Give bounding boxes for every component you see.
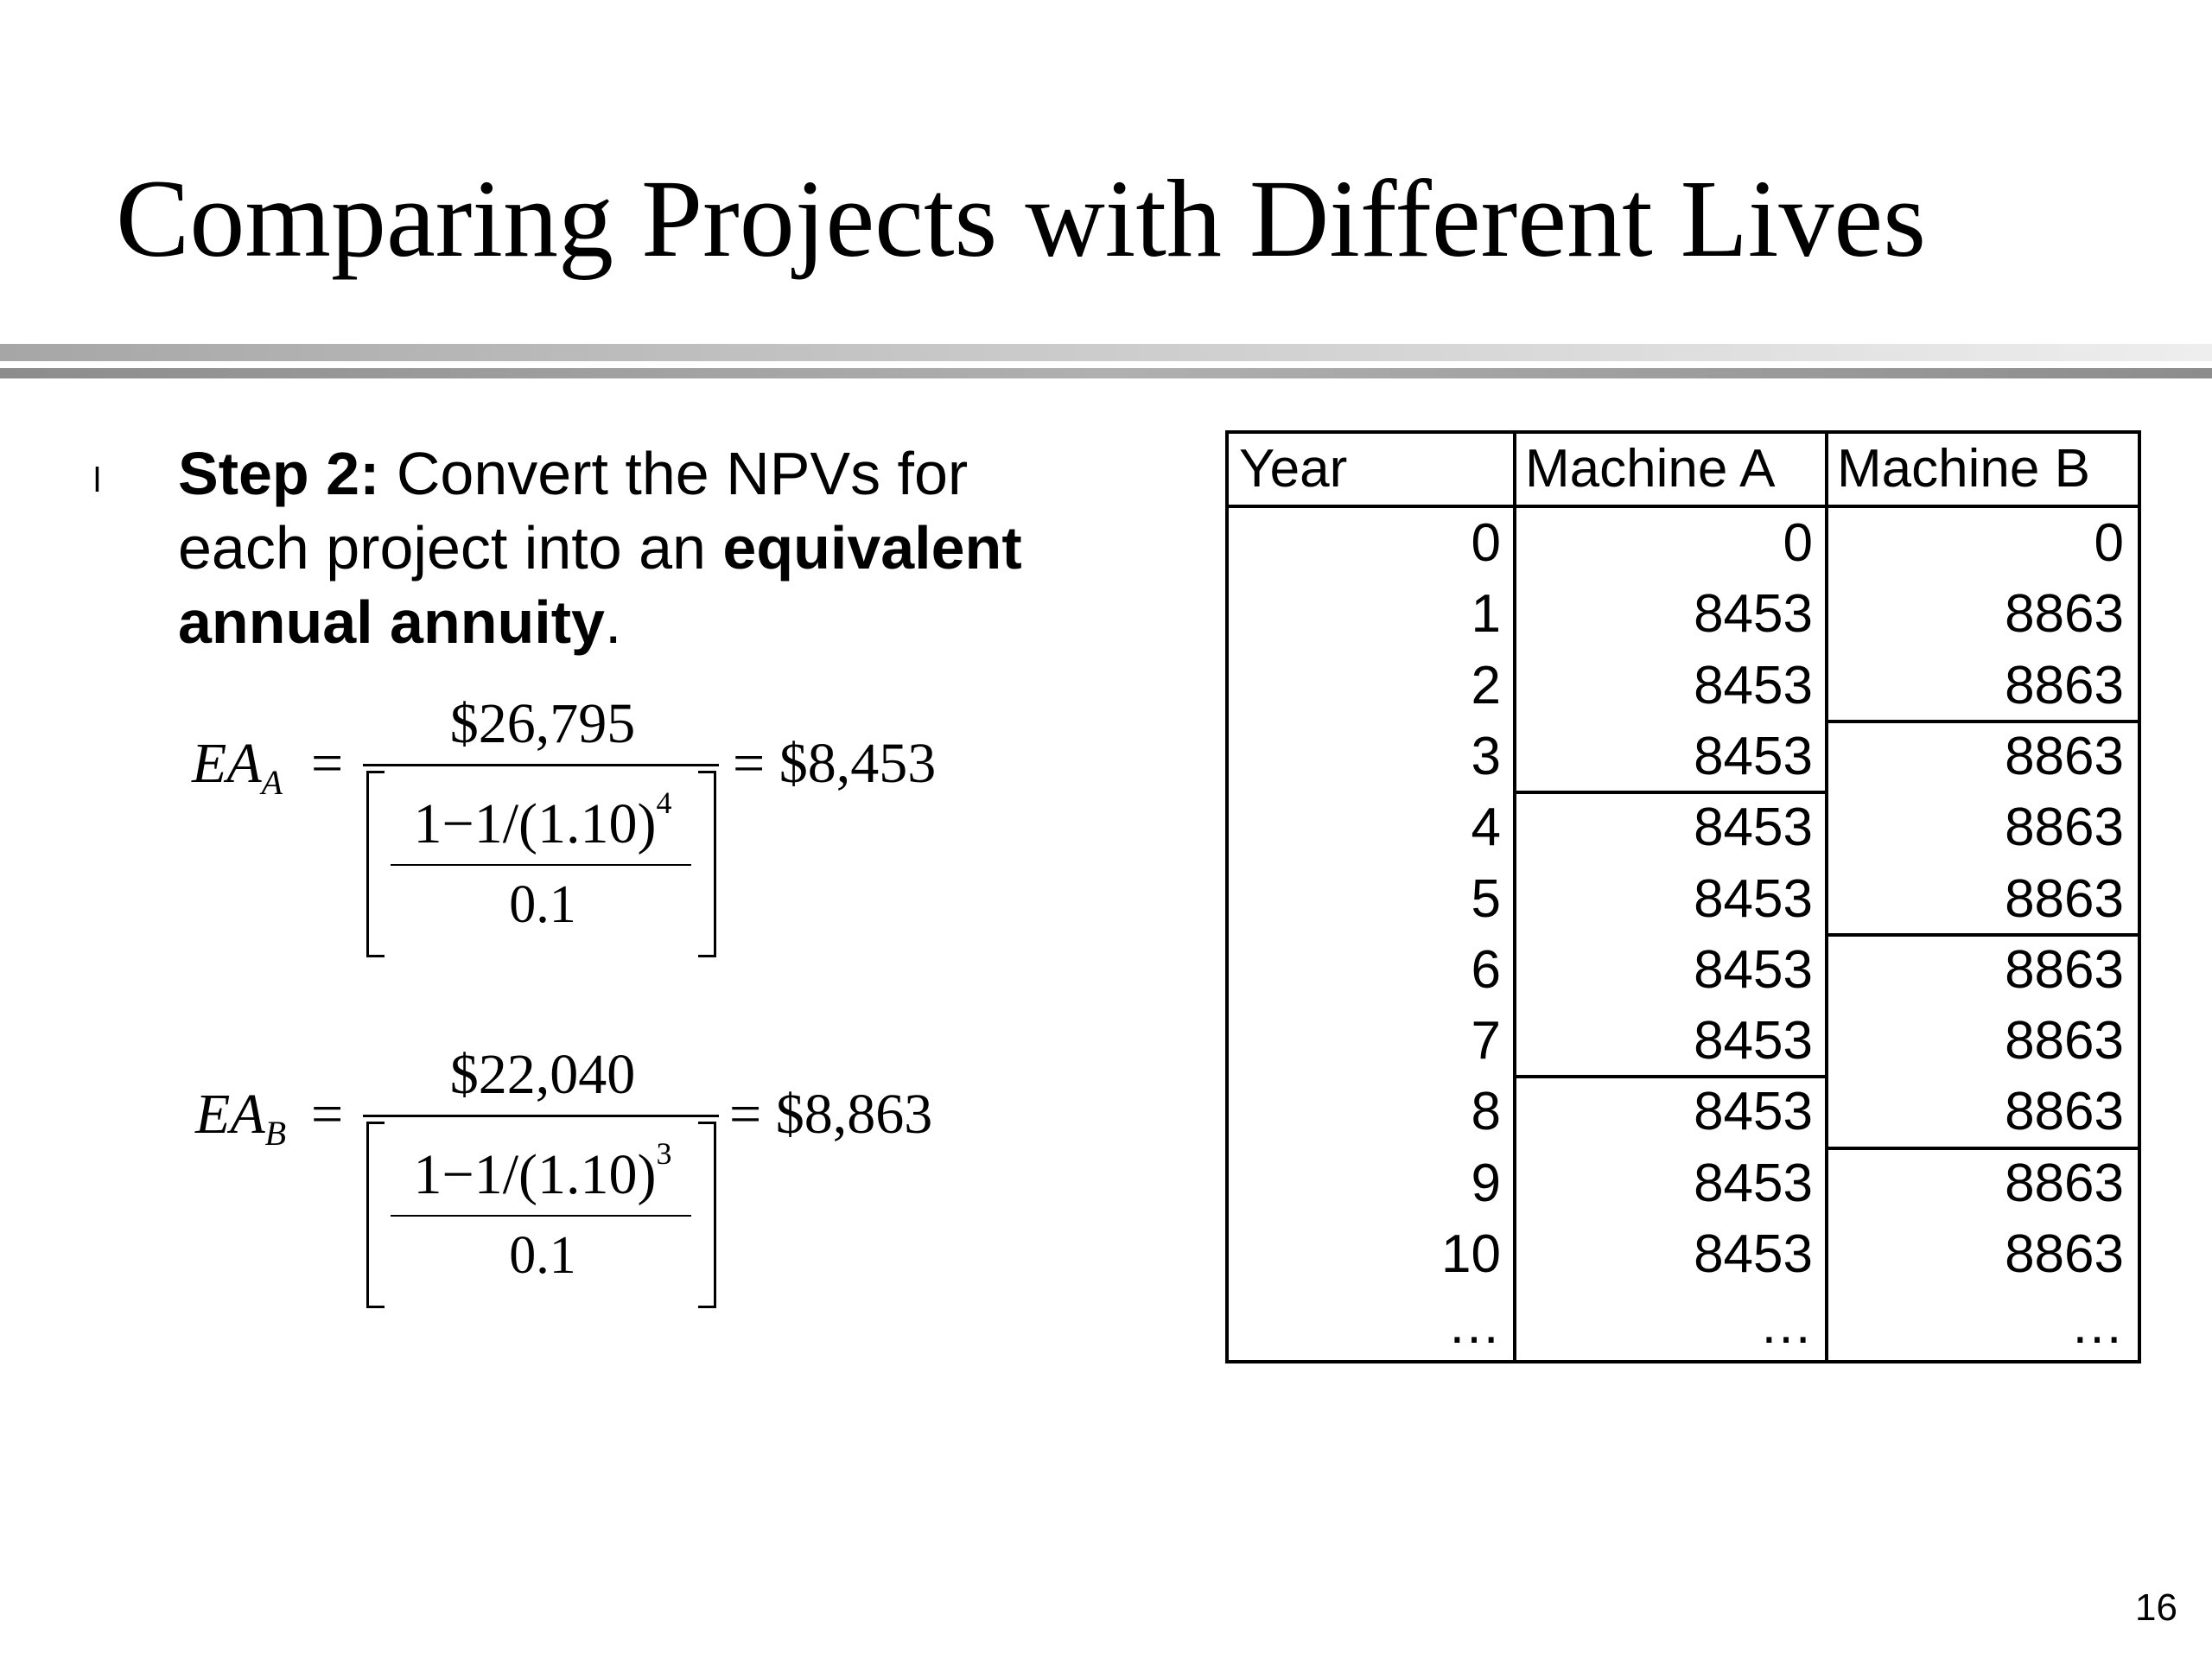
lhs-subscript: B <box>264 1114 287 1153</box>
table-cell: 8863 <box>2005 1153 2124 1213</box>
table-cell: 8863 <box>2005 868 2124 929</box>
table-cell: 8863 <box>2005 584 2124 645</box>
table-cell: 8863 <box>2005 1224 2124 1284</box>
table-cell: 8863 <box>2005 655 2124 715</box>
table-header-cell: Machine B <box>1837 439 2090 499</box>
table-column-divider <box>1825 434 1828 1360</box>
equals-sign: = <box>311 732 344 795</box>
lhs-subscript: A <box>261 763 283 802</box>
table-cell: 8453 <box>1694 1224 1813 1284</box>
slide-title: Comparing Projects with Different Lives <box>116 157 1926 280</box>
table-cell: 8453 <box>1694 939 1813 1000</box>
formula-result: = $8,453 <box>733 732 937 795</box>
key-term: equivalent annual annuity <box>178 514 1022 656</box>
fraction-bar <box>363 1115 719 1117</box>
table-cell: 8863 <box>2005 1082 2124 1142</box>
lhs-main: EA <box>192 732 262 795</box>
inner-base: 1−1/(1.10) <box>413 1143 657 1206</box>
table-cell: 9 <box>1471 1153 1501 1213</box>
table-header-cell: Year <box>1239 439 1348 499</box>
replacement-cycle-divider <box>1825 720 2138 723</box>
annuity-factor-denominator: 0.1 <box>509 875 576 934</box>
table-cell: 8453 <box>1694 1011 1813 1071</box>
cash-flow-table <box>1225 430 2141 1363</box>
step-end: . <box>604 588 622 656</box>
table-cell: 0 <box>1783 513 1813 573</box>
table-cell: … <box>2070 1295 2124 1356</box>
table-cell: 8 <box>1471 1082 1501 1142</box>
table-cell: … <box>1447 1295 1501 1356</box>
step-description: Convert the NPVs for each project into an <box>178 440 969 582</box>
formula-result: = $8,863 <box>729 1083 933 1146</box>
table-cell: 8453 <box>1694 798 1813 858</box>
inner-exponent: 3 <box>656 1136 672 1171</box>
table-grid <box>1229 434 2138 1360</box>
table-cell: 8863 <box>2005 798 2124 858</box>
table-cell: 10 <box>1441 1224 1501 1284</box>
table-cell: 7 <box>1471 1011 1501 1071</box>
table-cell: 8453 <box>1694 1153 1813 1213</box>
step-2-text <box>178 436 1094 659</box>
annuity-factor-numerator <box>378 785 707 857</box>
table-cell: 6 <box>1471 939 1501 1000</box>
formula-lhs <box>195 1082 286 1154</box>
title-divider-bottom <box>0 368 2212 378</box>
table-cell: 5 <box>1471 868 1501 929</box>
table-cell: 0 <box>1471 513 1501 573</box>
table-cell: 8863 <box>2005 726 2124 786</box>
page-number: 16 <box>2135 1586 2177 1629</box>
table-cell: 8453 <box>1694 1082 1813 1142</box>
replacement-cycle-divider <box>1825 933 2138 937</box>
replacement-cycle-divider <box>1513 1075 1827 1078</box>
annuity-factor-numerator <box>378 1135 707 1208</box>
table-cell: 8453 <box>1694 584 1813 645</box>
replacement-cycle-divider <box>1513 791 1827 794</box>
title-divider-top <box>0 344 2212 361</box>
inner-exponent: 4 <box>656 785 672 820</box>
table-cell: 8453 <box>1694 868 1813 929</box>
numerator: $26,795 <box>449 692 636 755</box>
table-cell: … <box>1759 1295 1813 1356</box>
table-cell: 8863 <box>2005 1011 2124 1071</box>
formula-lhs <box>192 731 283 803</box>
table-header-cell: Machine A <box>1525 439 1776 499</box>
equals-sign: = <box>311 1083 344 1146</box>
fraction-bar <box>363 764 719 766</box>
inner-base: 1−1/(1.10) <box>413 792 657 855</box>
table-cell: 8863 <box>2005 939 2124 1000</box>
table-cell: 2 <box>1471 655 1501 715</box>
table-cell: 3 <box>1471 726 1501 786</box>
inner-fraction-bar <box>391 1215 691 1217</box>
table-cell: 8453 <box>1694 726 1813 786</box>
table-cell: 8453 <box>1694 655 1813 715</box>
table-cell: 4 <box>1471 798 1501 858</box>
replacement-cycle-divider <box>1825 1147 2138 1150</box>
annuity-factor-denominator: 0.1 <box>509 1226 576 1285</box>
step-label: Step 2: <box>178 440 380 507</box>
numerator: $22,040 <box>449 1043 636 1106</box>
bullet-marker: l <box>93 461 101 499</box>
table-cell: 1 <box>1471 584 1501 645</box>
inner-fraction-bar <box>391 864 691 866</box>
table-cell: 0 <box>2094 513 2124 573</box>
table-column-divider <box>1513 434 1516 1360</box>
lhs-main: EA <box>195 1083 265 1146</box>
